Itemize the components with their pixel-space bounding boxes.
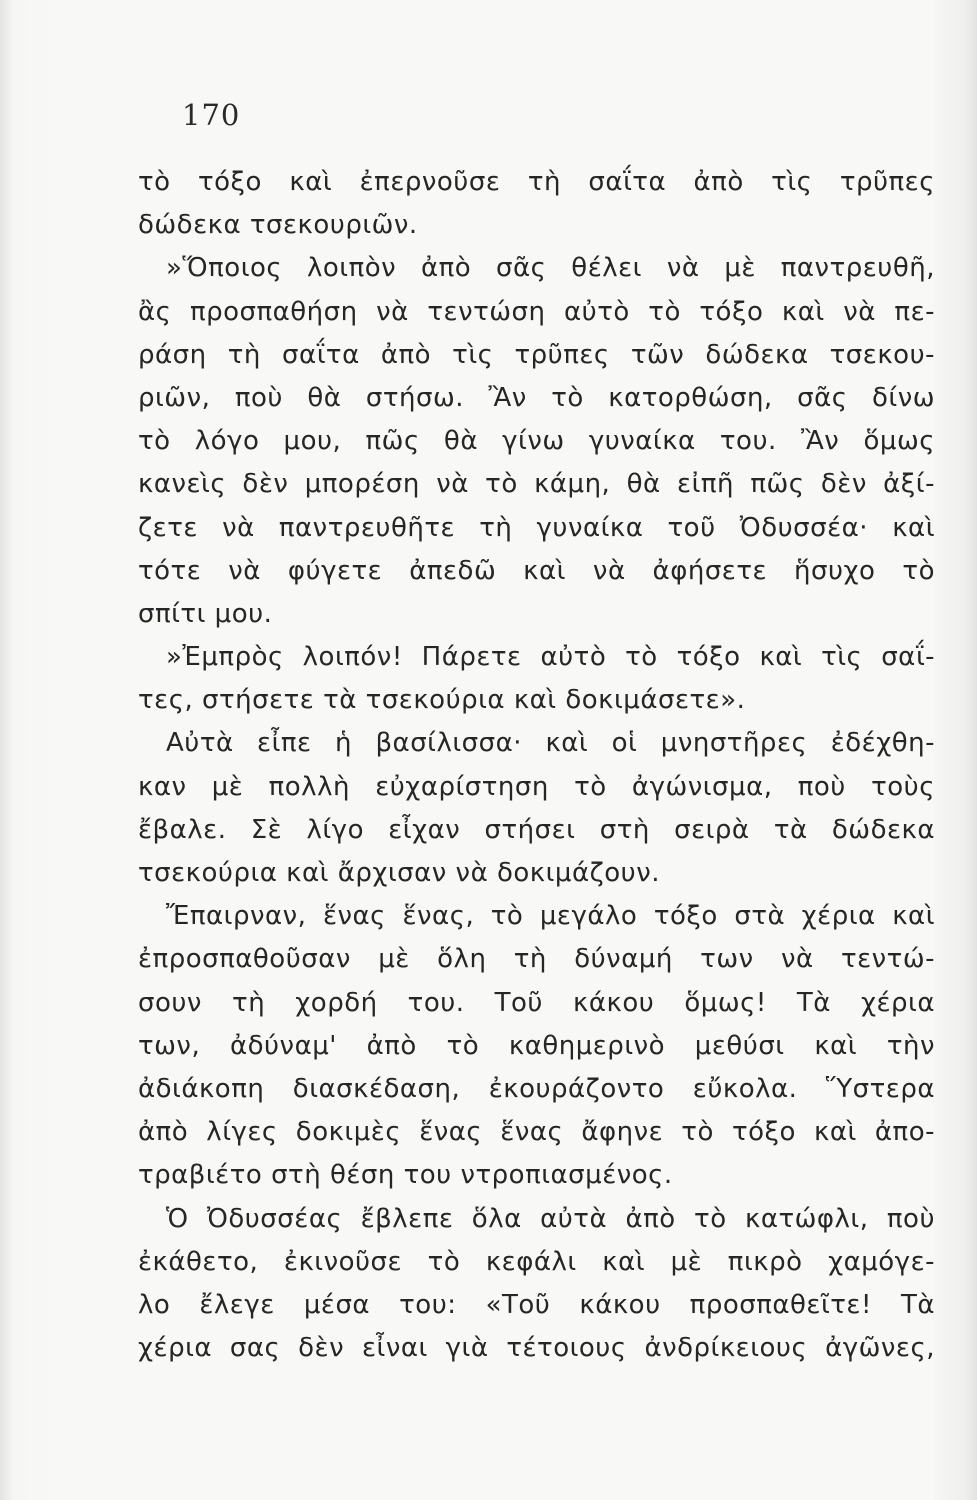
text-line: τότε νὰ φύγετε ἀπεδῶ καὶ νὰ ἀφήσετε ἥσυχο τὸ — [138, 555, 935, 586]
text-line: ριῶν, ποὺ θὰ στήσω. Ἂν τὸ κατορθώση, σᾶς δίνω — [138, 382, 935, 413]
text-line: ἐκάθετο, ἐκινοῦσε τὸ κεφάλι καὶ μὲ πικρὸ χαμόγε- — [138, 1246, 935, 1277]
text-line: τες, στήσετε τὰ τσεκούρια καὶ δοκιμάσετε». — [138, 685, 746, 716]
page-number: 170 — [182, 98, 241, 132]
text-line: σπίτι μου. — [138, 598, 273, 629]
text-line: καν μὲ πολλὴ εὐχαρίστηση τὸ ἀγώνισμα, ποὺ τοὺς — [138, 771, 935, 802]
text-line: Αὐτὰ εἶπε ἡ βασίλισσα· καὶ οἱ μνηστῆρες ἐδέχθη- — [166, 728, 935, 759]
text-line: λο ἔλεγε μέσα του: «Τοῦ κάκου προσπαθεῖτε! Τὰ — [138, 1289, 935, 1320]
text-line: Ὁ Ὀδυσσέας ἔβλεπε ὅλα αὐτὰ ἀπὸ τὸ κατώφλι, ποὺ — [166, 1203, 935, 1234]
text-line: ἀδιάκοπη διασκέδαση, ἐκουράζοντο εὔκολα. Ὕστερα — [138, 1073, 935, 1104]
text-line: ἔβαλε. Σὲ λίγο εἶχαν στήσει στὴ σειρὰ τὰ δώδεκα — [138, 814, 935, 845]
text-line: τὸ τόξο καὶ ἐπερνοῦσε τὴ σαΐτα ἀπὸ τὶς τρῦπες — [138, 167, 935, 197]
text-line: ζετε νὰ παντρευθῆτε τὴ γυναίκα τοῦ Ὀδυσσέα· καὶ — [138, 512, 935, 543]
text-line: ἂς προσπαθήση νὰ τεντώση αὐτὸ τὸ τόξο καὶ νὰ πε- — [138, 296, 935, 327]
text-line: ράση τὴ σαΐτα ἀπὸ τὶς τρῦπες τῶν δώδεκα τσεκου- — [138, 339, 935, 370]
text-line: σουν τὴ χορδή του. Τοῦ κάκου ὅμως! Τὰ χέρια — [138, 987, 935, 1018]
text-line: ἐπροσπαθοῦσαν μὲ ὅλη τὴ δύναμή των νὰ τεντώ- — [138, 944, 935, 975]
text-line: »Ἐμπρὸς λοιπόν! Πάρετε αὐτὸ τὸ τόξο καὶ τὶς σαΐ- — [166, 642, 935, 673]
text-line: δώδεκα τσεκουριῶν. — [138, 210, 418, 241]
text-line: τὸ λόγο μου, πῶς θὰ γίνω γυναίκα του. Ἂν ὅμως — [138, 426, 935, 457]
text-line: κανεὶς δὲν μπορέση νὰ τὸ κάμη, θὰ εἰπῆ πῶς δὲν ἀξί- — [138, 469, 935, 500]
text-line: τραβιέτο στὴ θέση του ντροπιασμένος. — [138, 1160, 673, 1191]
text-line: »Ὅποιος λοιπὸν ἀπὸ σᾶς θέλει νὰ μὲ παντρευθῆ, — [166, 253, 935, 284]
text-line: των, ἀδύναμ' ἀπὸ τὸ καθημερινὸ μεθύσι καὶ τὴν — [138, 1030, 935, 1061]
page-text-block — [138, 161, 935, 1370]
text-line: τσεκούρια καὶ ἄρχισαν νὰ δοκιμάζουν. — [138, 858, 660, 888]
text-line: χέρια σας δὲν εἶναι γιὰ τέτοιους ἀνδρίκειους ἀγῶνες, — [138, 1333, 935, 1364]
text-line: Ἔπαιρναν, ἕνας ἕνας, τὸ μεγάλο τόξο στὰ χέρια καὶ — [166, 901, 935, 932]
text-line: ἀπὸ λίγες δοκιμὲς ἕνας ἕνας ἄφηνε τὸ τόξο καὶ ἀπο- — [138, 1117, 935, 1148]
